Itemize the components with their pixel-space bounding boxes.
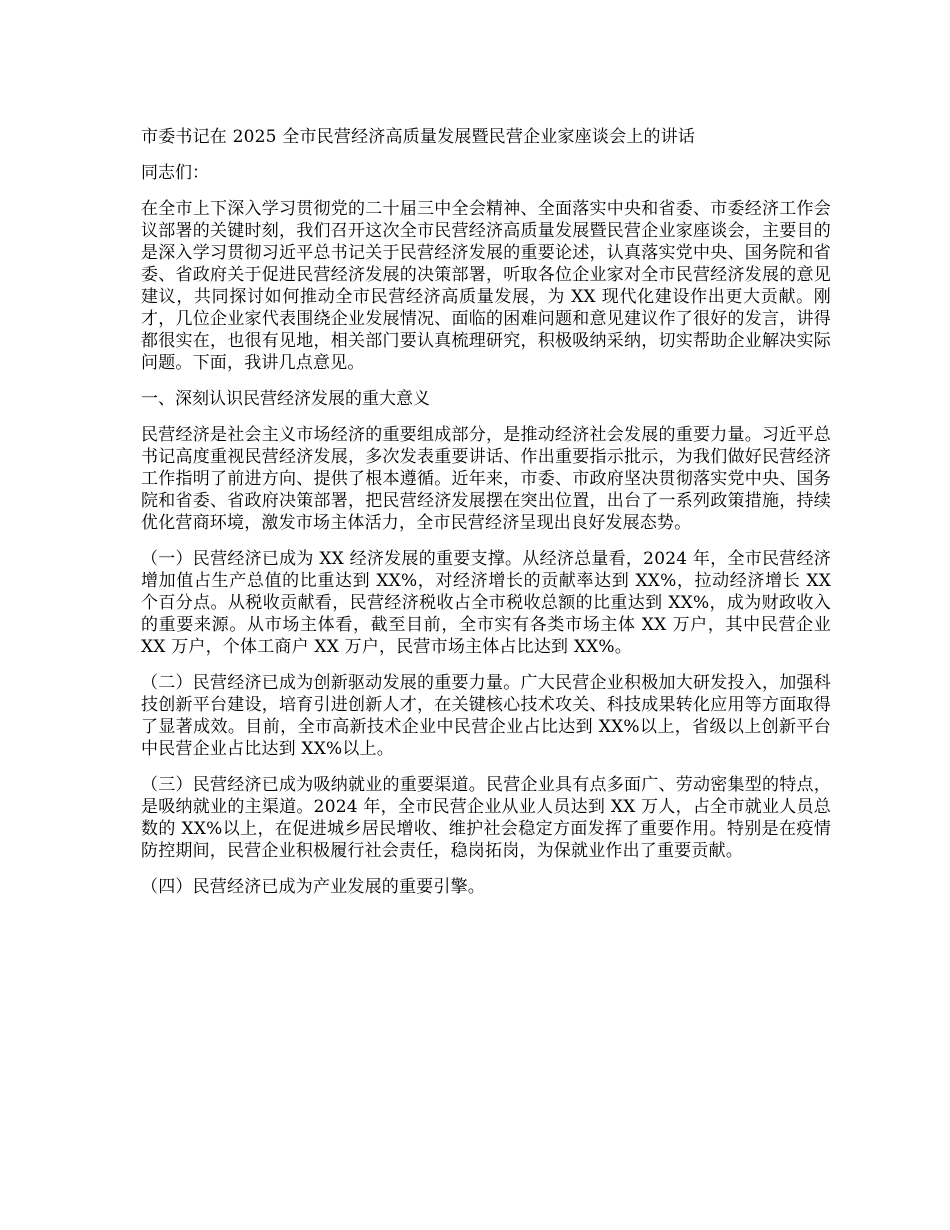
intro-paragraph: 在全市上下深入学习贯彻党的二十届三中全会精神、全面落实中央和省委、市委经济工作会议部署的关键时刻，我们召开这次全市民营经济高质量发展暨民营企业家座谈会，主要目的是深入学习贯彻习近平总书记关于民营经济发展的重要论述，认真落实党中央、国务院和省委、省政府关于促进民营经济发展的决策部署，听取各位企业家对全市民营经济发展的意见建议，共同探讨如何推动全市民营经济高质量发展，为 XX 现代化建设作出更大贡献。刚才，几位企业家代表围绕企业发展情况、面临的困难问题和意见建议作了很好的发言，讲得都很实在，也很有见地，相关部门要认真梳理研究，积极吸纳采纳，切实帮助企业解决实际问题。下面，我讲几点意见。 — [141, 199, 831, 373]
point-4-paragraph: （四）民营经济已成为产业发展的重要引擎。 — [141, 877, 485, 897]
point-3-paragraph: （三）民营经济已成为吸纳就业的重要渠道。民营企业具有点多面广、劳动密集型的特点，是吸纳就业的主渠道。2024 年，全市民营企业从业人员达到 XX 万人，占全市就业人员总数的 XX%以上，在促进城乡居民增收、维护社会稳定方面发挥了重要作用。特别是在疫情防控期间，民营企业积极履行社会责任，稳岗拓岗，为保就业作出了重要贡献。 — [141, 775, 831, 861]
section-heading-1: 一、深刻认识民营经济发展的重大意义 — [141, 389, 430, 409]
point-1-paragraph: （一）民营经济已成为 XX 经济发展的重要支撑。从经济总量看，2024 年，全市民营经济增加值占生产总值的比重达到 XX%，对经济增长的贡献率达到 XX%，拉动经济增长 XX 个百分点。从税收贡献看，民营经济税收占全市税收总额的比重达到 XX%，成为财政收入的重要来源。从市场主体看，截至目前，全市实有各类市场主体 XX 万户，其中民营企业 XX 万户，个体工商户 XX 万户，民营市场主体占比达到 XX%。 — [141, 549, 831, 657]
section-1-paragraph: 民营经济是社会主义市场经济的重要组成部分，是推动经济社会发展的重要力量。习近平总书记高度重视民营经济发展，多次发表重要讲话、作出重要指示批示，为我们做好民营经济工作指明了前进方向、提供了根本遵循。近年来，市委、市政府坚决贯彻落实党中央、国务院和省委、省政府决策部署，把民营经济发展摆在突出位置，出台了一系列政策措施，持续优化营商环境，激发市场主体活力，全市民营经济呈现出良好发展态势。 — [141, 425, 831, 533]
point-2-paragraph: （二）民营经济已成为创新驱动发展的重要力量。广大民营企业积极加大研发投入，加强科技创新平台建设，培育引进创新人才，在关键核心技术攻关、科技成果转化应用等方面取得了显著成效。目前，全市高新技术企业中民营企业占比达到 XX%以上，省级以上创新平台中民营企业占比达到 XX%以上。 — [141, 673, 831, 759]
document-page — [141, 126, 831, 912]
document-title: 市委书记在 2025 全市民营经济高质量发展暨民营企业家座谈会上的讲话 — [141, 127, 696, 147]
salutation: 同志们： — [141, 163, 209, 183]
